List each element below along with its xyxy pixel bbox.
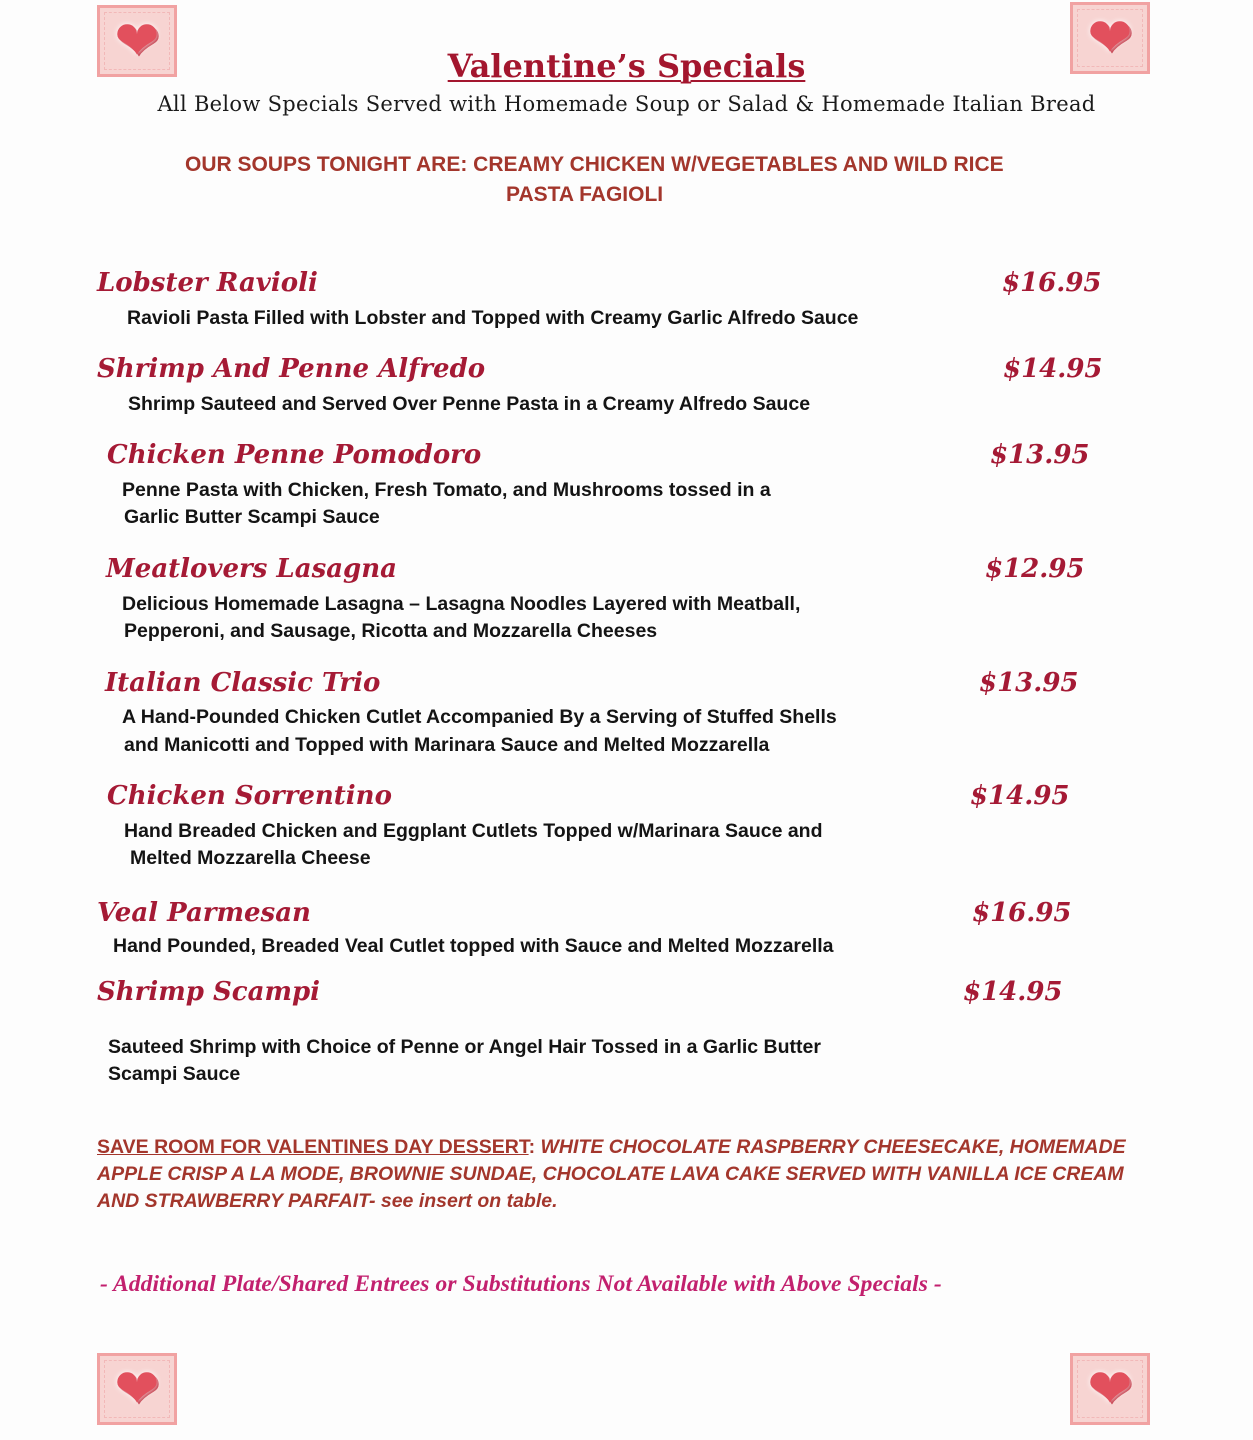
item-price: $14.95 — [970, 781, 1070, 811]
item-description: Scampi Sauce — [108, 1063, 241, 1085]
item-description: Penne Pasta with Chicken, Fresh Tomato, and Mushrooms tossed in a — [122, 479, 771, 501]
item-price: $13.95 — [990, 440, 1090, 470]
dessert-insert-note: - see insert on table. — [368, 1190, 558, 1212]
item-price: $14.95 — [1003, 354, 1103, 384]
item-name: Lobster Ravioli — [97, 268, 318, 298]
item-price: $16.95 — [1002, 268, 1102, 298]
item-description: Garlic Butter Scampi Sauce — [124, 506, 380, 528]
item-description: Sauteed Shrimp with Choice of Penne or Angel Hair Tossed in a Garlic Butter — [108, 1036, 821, 1058]
dessert-list: WHITE CHOCOLATE RASPBERRY CHEESECAKE, HOMEMADE APPLE CRISP A LA MODE, BROWNIE SUNDAE, CHOCOLATE LAVA CAKE SERVED WITH VANILLA ICE CREAM AND STRAWBERRY PARFAIT — [97, 1136, 1126, 1212]
page-subtitle: All Below Specials Served with Homemade Soup or Salad & Homemade Italian Bread — [157, 92, 1096, 116]
item-name: Italian Classic Trio — [105, 668, 381, 698]
item-name: Meatlovers Lasagna — [106, 554, 397, 584]
item-description: Ravioli Pasta Filled with Lobster and Topped with Creamy Garlic Alfredo Sauce — [127, 307, 859, 329]
item-description: and Manicotti and Topped with Marinara Sauce and Melted Mozzarella — [124, 734, 770, 756]
heart-icon: ❤ — [114, 1357, 160, 1420]
item-name: Veal Parmesan — [97, 898, 311, 928]
item-price: $12.95 — [985, 554, 1085, 584]
item-price: $16.95 — [972, 898, 1072, 928]
item-description: Hand Breaded Chicken and Eggplant Cutlets Topped w/Marinara Sauce and — [124, 820, 823, 842]
soups-line-2: PASTA FAGIOLI — [506, 183, 664, 206]
heart-icon: ❤ — [1087, 6, 1133, 69]
dessert-note — [97, 1134, 1157, 1215]
corner-heart-bottom-left — [97, 1353, 177, 1425]
item-name: Shrimp Scampi — [97, 977, 321, 1007]
item-description: A Hand-Pounded Chicken Cutlet Accompanied By a Serving of Stuffed Shells — [122, 706, 837, 728]
corner-heart-bottom-right — [1070, 1353, 1150, 1425]
item-price: $13.95 — [979, 668, 1079, 698]
item-name: Chicken Penne Pomodoro — [107, 440, 482, 470]
footer-disclaimer: - Additional Plate/Shared Entrees or Substitutions Not Available with Above Specials - — [100, 1271, 942, 1297]
heart-icon: ❤ — [114, 9, 160, 72]
item-description: Shrimp Sauteed and Served Over Penne Pasta in a Creamy Alfredo Sauce — [128, 393, 811, 415]
item-price: $14.95 — [963, 977, 1063, 1007]
dessert-heading: SAVE ROOM FOR VALENTINES DAY DESSERT — [97, 1136, 529, 1158]
item-description: Delicious Homemade Lasagna – Lasagna Noodles Layered with Meatball, — [122, 593, 801, 615]
heart-icon: ❤ — [1087, 1357, 1133, 1420]
item-description: Melted Mozzarella Cheese — [130, 847, 371, 869]
dessert-colon: : — [528, 1136, 536, 1158]
item-name: Chicken Sorrentino — [107, 781, 392, 811]
page-title: Valentine’s Specials — [447, 47, 806, 85]
item-name: Shrimp And Penne Alfredo — [97, 354, 486, 384]
item-description: Hand Pounded, Breaded Veal Cutlet topped with Sauce and Melted Mozzarella — [113, 935, 834, 957]
item-description: Pepperoni, and Sausage, Ricotta and Mozzarella Cheeses — [124, 620, 658, 642]
soups-line-1: OUR SOUPS TONIGHT ARE: CREAMY CHICKEN W/VEGETABLES AND WILD RICE — [185, 153, 1004, 176]
